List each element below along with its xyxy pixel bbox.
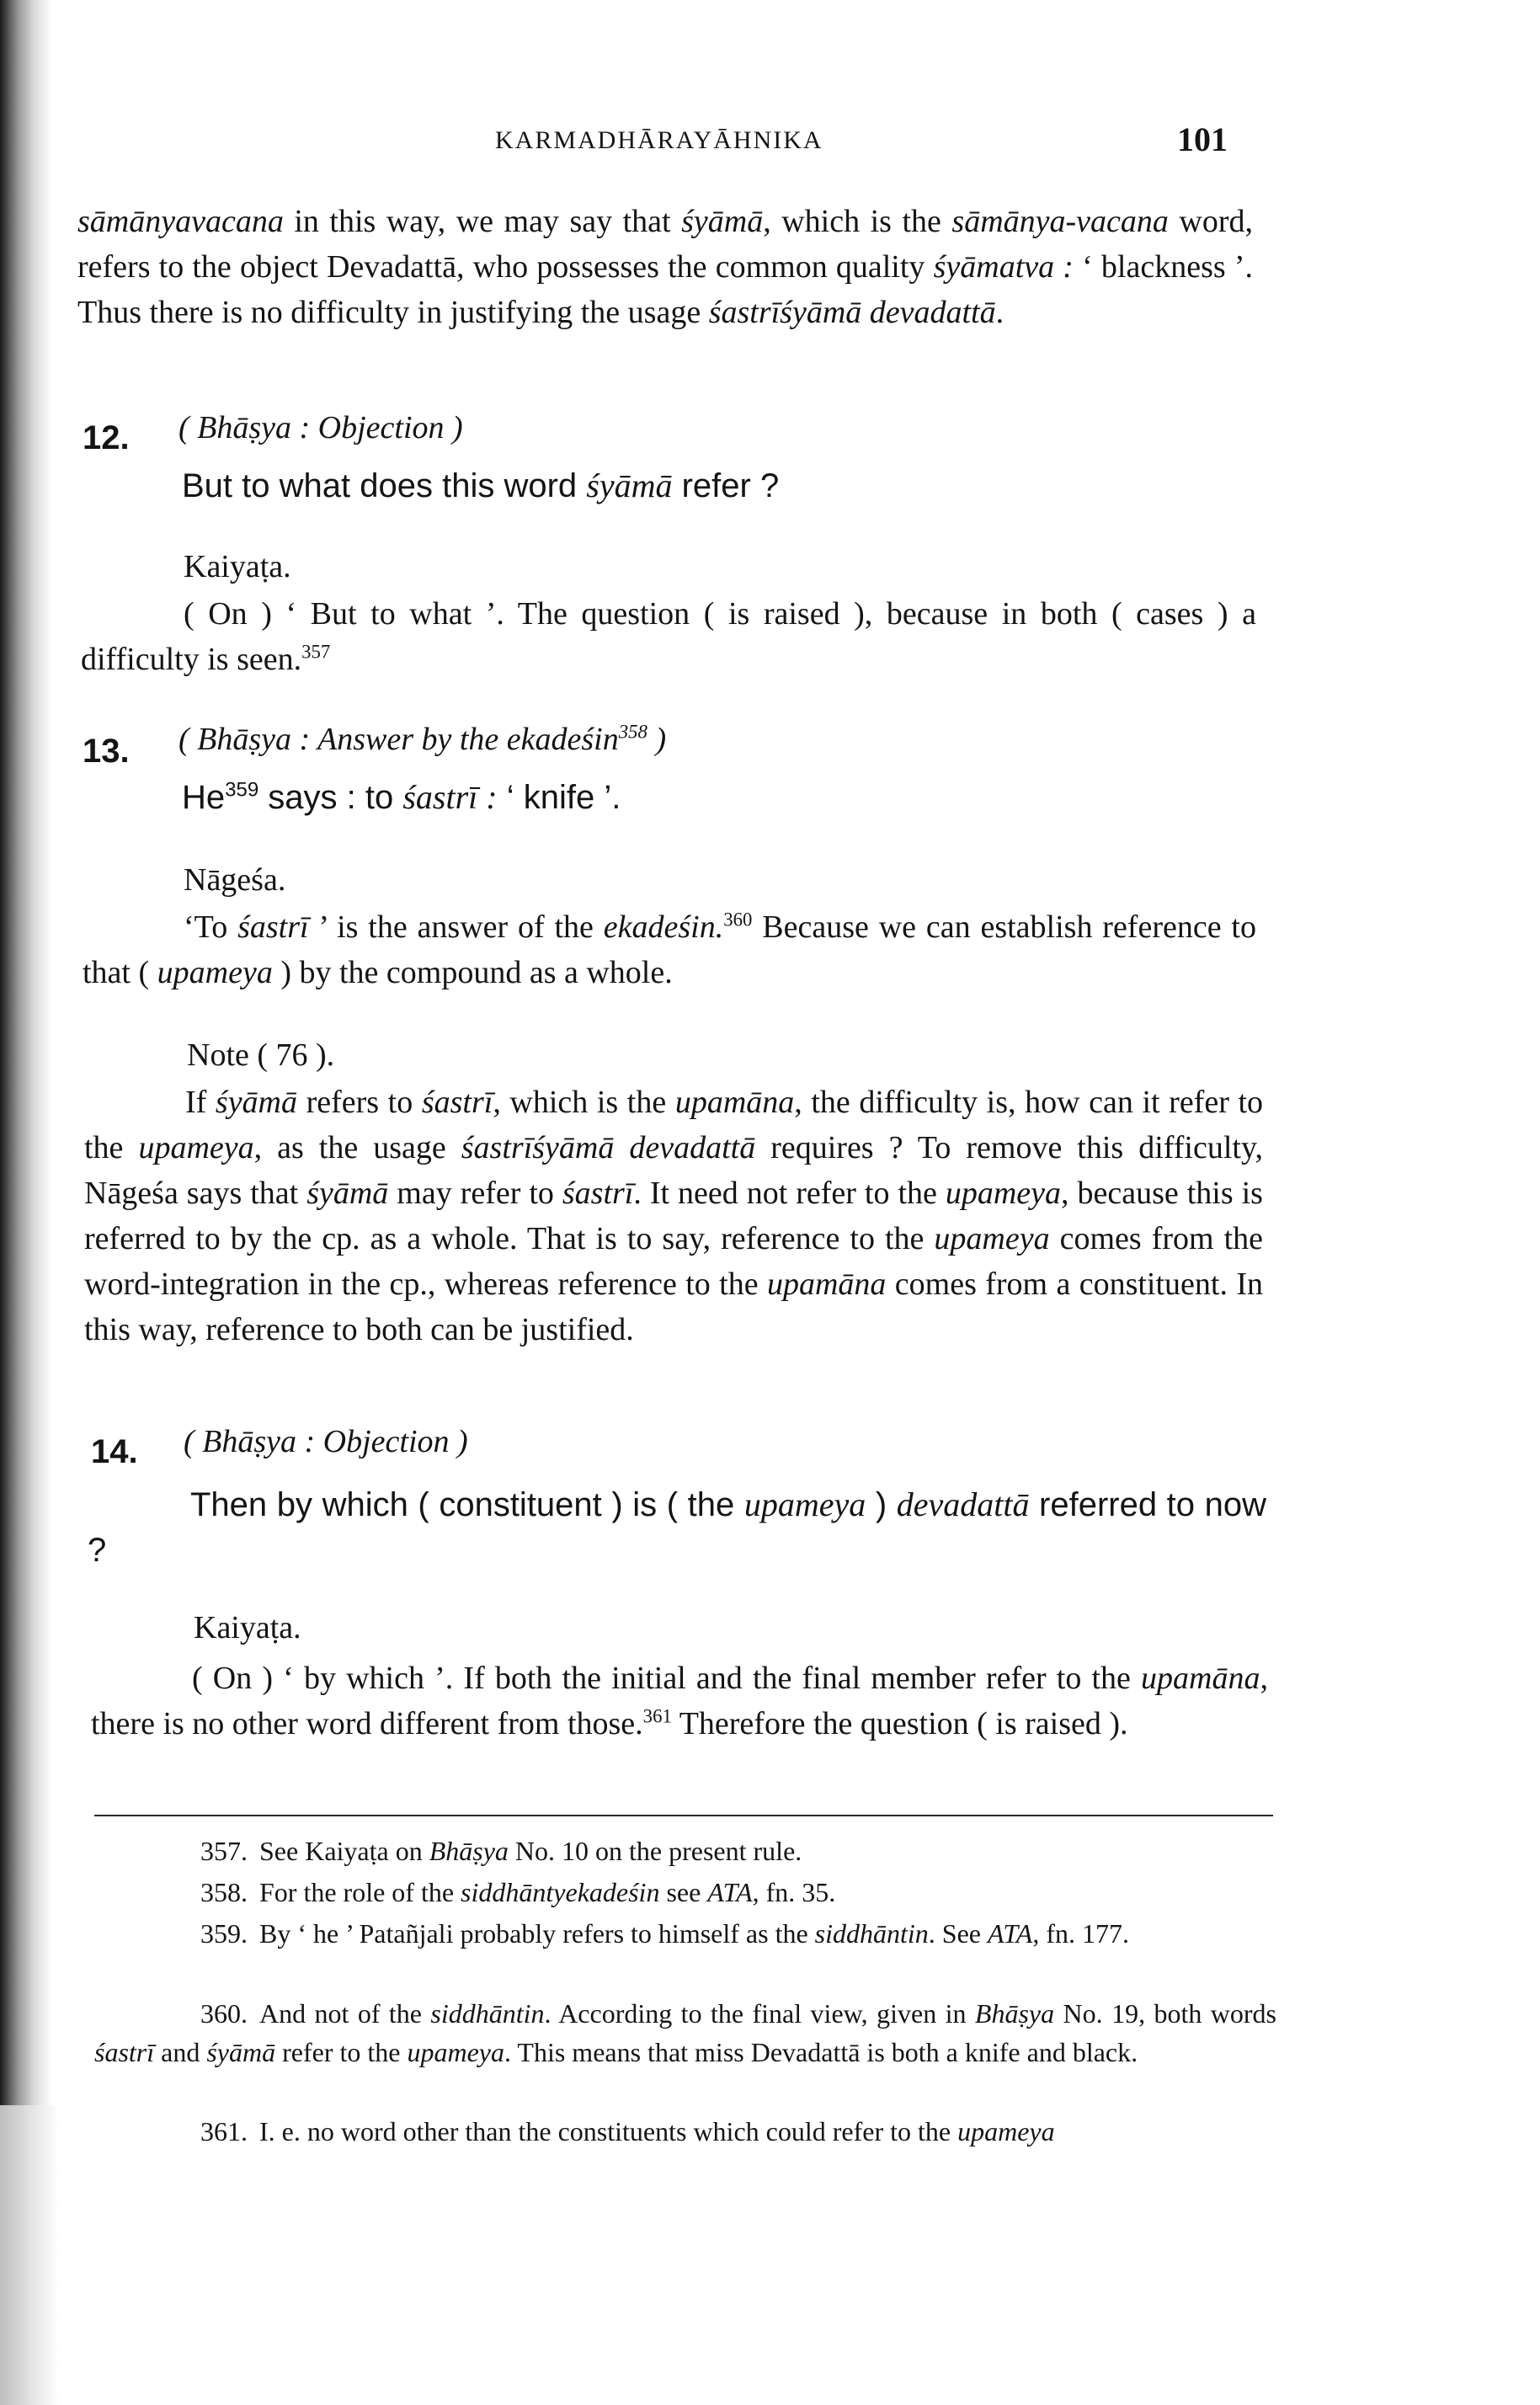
- section-12-commentator: Kaiyaṭa.: [184, 549, 291, 584]
- section-14-bhasya-text: Then by which ( constituent ) is ( the upameya ) devadattā referred to now ?: [88, 1485, 1266, 1569]
- page-number: 101: [1177, 120, 1228, 158]
- note-76-heading: Note ( 76 ).: [187, 1037, 335, 1073]
- footnote-358: 358. For the role of the siddhāntyekadeśin see ATA, fn. 35.: [200, 1877, 836, 1907]
- section-12-number: 12.: [83, 419, 130, 456]
- intro-paragraph: sāmānyavacana in this way, we may say that śyāmā, which is the sāmānya-vacana word, refers to the object Devadattā, who possesses the common quality śyāmatva : ‘ blackness ’. Thus there is no difficulty in justifying the usage śastrīśyāmā devadattā.: [77, 204, 1253, 330]
- section-12-commentary: ( On ) ‘ But to what ’. The question ( is raised ), because in both ( cases ) a difficulty is seen.$^{357}$: [81, 596, 1256, 677]
- section-13-bhasya-text: He$^{359}$ says : to śastrī : ‘ knife ’.: [182, 778, 621, 816]
- running-head: KARMADHĀRAYĀHNIKA: [495, 126, 823, 154]
- section-12-bhasya-text: But to what does this word śyāmā refer ?: [182, 467, 780, 504]
- scan-page-edge: [0, 0, 52, 2405]
- section-14-label: ( Bhāṣya : Objection ): [184, 1424, 468, 1459]
- note-76-text: If śyāmā refers to śastrī, which is the upamāna, the difficulty is, how can it refer to the upameya, as the usage śastrīśyāmā devadattā requires ? To remove this difficulty, Nāgeśa says that śyāmā may refer to śastrī. It need not refer to the upameya, because this is referred to by the cp. as a whole. That is to say, reference to the upameya comes from the word-integration in the cp., whereas reference to the upamāna comes from a constituent. In this way, reference to both can be justified.: [84, 1085, 1264, 1347]
- section-14-commentator: Kaiyaṭa.: [194, 1610, 301, 1645]
- footnote-360: 360. And not of the siddhāntin. According to the final view, given in Bhāṣya No. 19, both words śastrī and śyāmā refer to the upameya. This means that miss Devadattā is both a knife and black.: [94, 1998, 1277, 2067]
- scan-page-edge-shadow: [0, 2105, 59, 2405]
- footnote-divider: [94, 1815, 1273, 1816]
- section-12-label: ( Bhāṣya : Objection ): [179, 410, 463, 445]
- section-14-number: 14.: [91, 1433, 138, 1470]
- footnote-361: 361. I. e. no word other than the constituents which could refer to the upameya: [200, 2116, 1055, 2146]
- section-13-label: ( Bhāṣya : Answer by the ekadeśin$^{358}$ ): [179, 721, 667, 757]
- section-13-commentator: Nāgeśa.: [184, 862, 286, 898]
- footnote-357: 357. See Kaiyaṭa on Bhāṣya No. 10 on the present rule.: [200, 1836, 802, 1866]
- section-14-commentary: ( On ) ‘ by which ’. If both the initial and the final member refer to the upamāna, there is no other word different from those.$^{361}$ Therefore the question ( is raised ).: [91, 1661, 1268, 1741]
- footnote-359: 359. By ‘ he ’ Patañjali probably refers to himself as the siddhāntin. See ATA, fn. 177.: [200, 1918, 1129, 1949]
- section-13-number: 13.: [83, 733, 130, 770]
- section-13-commentary: ‘To śastrī ’ is the answer of the ekadeśin.$^{360}$ Because we can establish reference to that ( upameya ) by the compound as a whole.: [83, 909, 1256, 990]
